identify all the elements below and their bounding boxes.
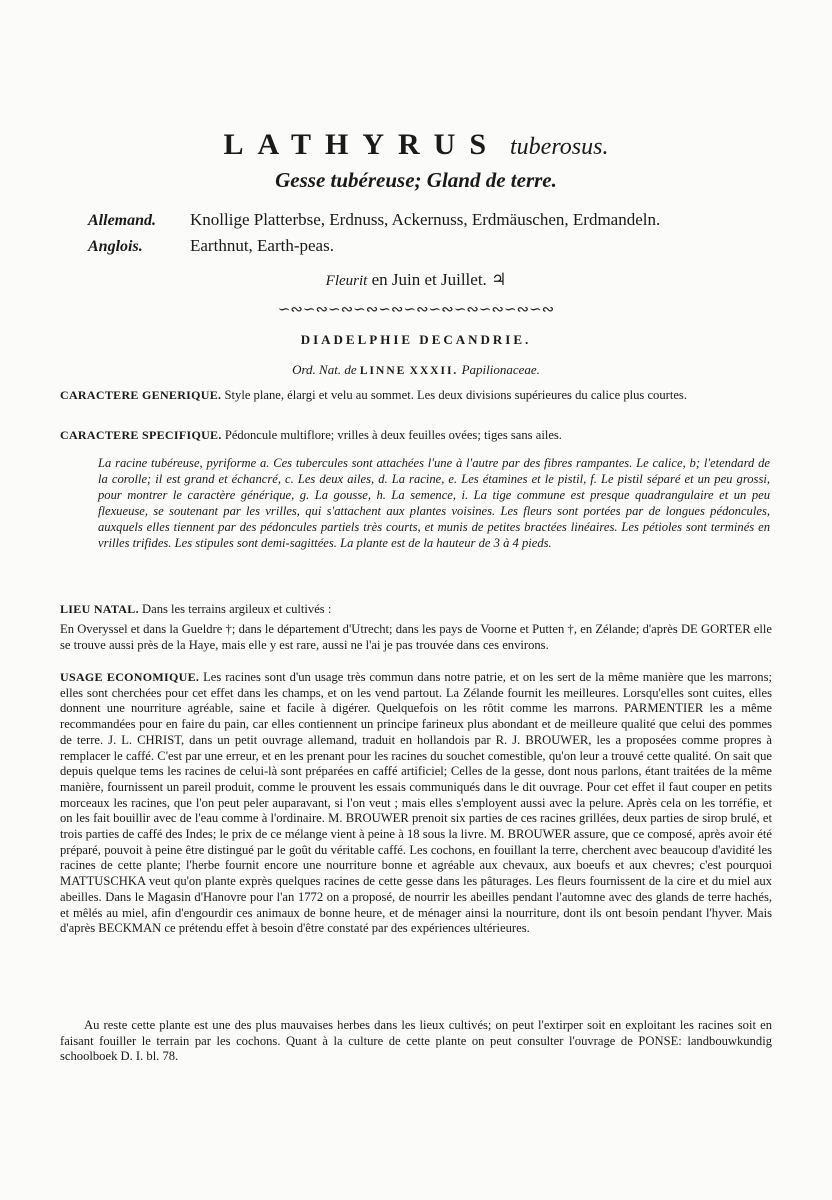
flowering-label: Fleurit [325,273,368,289]
closing-paragraph: Au reste cette plante est une des plus mauvaises herbes dans les lieux cultivés; on peut l'extirper soit en exploitant les racines soit en faisant fouiller le terrain par les cochons. Quant à la culture de cette plante on peut consulter l'ouvrage de PONSE: landbouwkundig schoolboek D. I. bl. 78. [60,1018,772,1064]
ornamental-divider: ∽∾∽∾∽∾∽∾∽∾∽∾∽∾∽∾∽∾∽∾∽∾ [277,302,555,318]
habitat-label: LIEU NATAL. [60,602,139,616]
habitat-intro: Dans les terrains argileux et cultivés : [142,602,332,616]
order-family: Papilionaceae. [461,362,540,377]
specific-label: CARACTERE SPECIFIQUE. [60,428,222,442]
generic-label: CARACTERE GENERIQUE. [60,388,222,402]
flowering-text: en Juin et Juillet. [371,270,487,289]
vernacular-german [88,210,660,230]
genus-name: LATHYRUS [223,128,501,161]
vernacular-label: Anglois. [88,238,143,255]
specific-text: Pédoncule multiflore; vrilles à deux feuilles ovées; tiges sans ailes. [224,428,562,442]
generic-character [60,388,772,404]
plant-description: La racine tubéreuse, pyriforme a. Ces tubercules sont attachées l'une à l'autre par des fibres rampantes. Le calice, b; l'etendard de la corolle; il est grand et échancré, c. Les deux ailes, d. La racine, e. Les étamines et le pistil, f. Le pistil séparé et un peu grossi, pour montrer le caractère générique, g. La gousse, h. La semence, i. La tige commune est presque quadrangulaire et un peu flexueuse, se soutenant par les vrilles, qui s'attachent aux plantes voisines. Les fleurs sont portées par de longues pédoncules, auxquels elles tiennent par des pédoncules partiels très courts, et munis de petites bractées linéaires. Les pétioles sont terminés en vrilles trifides. Les stipules sont demi-sagittées. La plante est de la hauteur de 3 à 4 pieds. [98,456,770,550]
specific-character [60,428,772,444]
order-prefix: Ord. Nat. de [292,362,357,377]
flowering-period [0,270,832,290]
habitat-text: En Overyssel et dans la Gueldre †; dans le département d'Utrecht; dans les pays de Voorne et Putten †, en Zélande; d'après DE GORTER elle se trouve aussi près de la Haye, mais elle y est rare, aussi ne l'ai je pas trouvée dans ces environs. [60,622,772,652]
generic-text: Style plane, élargi et velu au sommet. Les deux divisions supérieures du calice plus courtes. [224,388,687,402]
order-number: XXXII. [409,365,459,377]
vernacular-label: Allemand. [88,212,157,229]
economic-usage [60,670,772,937]
french-common-name: Gesse tubéreuse; Gland de terre. [275,168,557,192]
habitat-heading [60,602,772,618]
usage-text: Les racines sont d'un usage très commun dans notre patrie, et on les sert de la même manière que les marrons; elles sont cherchées pour cet effet dans les champs, et on les vend partout. La Zélande fournit les meilleures. Lorsqu'elles sont cuites, elles donnent une nourriture agréable, saine et facile à digérer. Quelquefois on les rôtit comme les marrons. PARMENTIER les a même recommandées pour en faire du pain, car elles contiennent un principe farineux plus abondant et de meilleure qualité que celui des pommes de terre. J. L. CHRIST, dans un petit ouvrage allemand, traduit en hollandois par R. J. BROUWER, les a proposées comme propres à remplacer le caffé. C'est par une erreur, et en les prenant pour les racines du souchet comestible, qu'on leur a trouvé cette qualité. On sait que depuis quelque tems les racines de celui-là sont préparées en caffé artificiel; Celles de la gesse, dont nous parlons, étant traitées de la même manière, fournissent un pareil produit, comme le prouvent les essais communiqués dans le dit ouvrage. Pour cet effet il faut couper en petits morceaux les racines, que l'on peut peler auparavant, si l'on veut ; mais elles s'employent aussi avec la pelure. Après cela on les torréfie, et on les fait bouillir avec de l'eau comme à l'ordinaire. M. BROUWER prenoit six parties de ces racines grillées, deux parties de sirop brulé, et trois parties de caffé des Indes; le prix de ce mélange vient à peine à 18 sous la livre. M. BROUWER assure, que ce composé, après avoir été préparé, pouvoit à peine être distingué par le goût du véritable caffé. Les cochons, en fouillant la terre, cherchent avec beaucoup d'avidité les racines de cette plante; l'herbe fournit encore une nourriture bonne et agréable aux chevaux, aux boeufs et aux chevres; c'est pourquoi MATTUSCHKA veut qu'on plante exprès quelques racines de cette gesse dans les pâturages. Les fleurs fournissent de la cire et du miel aux abeilles. Dans le Magasin d'Hanovre pour l'an 1772 on a proposé, de nourrir les abeilles pendant l'automne avec des glands de terre hachés, et mêlés au miel, afin d'engourdir ces animaux de bonne heure, et de ménager ainsi la nourriture, dont ils ont besoin pendant l'hyver. Mais d'après BECKMAN ce prétendu effet à besoin d'être constaté par des expériences ultérieures. [60,670,772,936]
vernacular-text: Knollige Platterbse, Erdnuss, Ackernuss, Erdmäuschen, Erdmandeln. [190,210,661,229]
perennial-symbol-icon: ♃ [491,270,507,289]
usage-label: USAGE ECONOMIQUE. [60,670,200,684]
order-author: LINNE [359,365,407,377]
vernacular-english [88,236,334,256]
linnaean-class: DIADELPHIE DECANDRIE. [300,332,532,347]
page-title [0,128,832,162]
species-name: tuberosus. [510,134,609,160]
vernacular-text: Earthnut, Earth-peas. [190,236,334,255]
natural-order [0,362,832,378]
